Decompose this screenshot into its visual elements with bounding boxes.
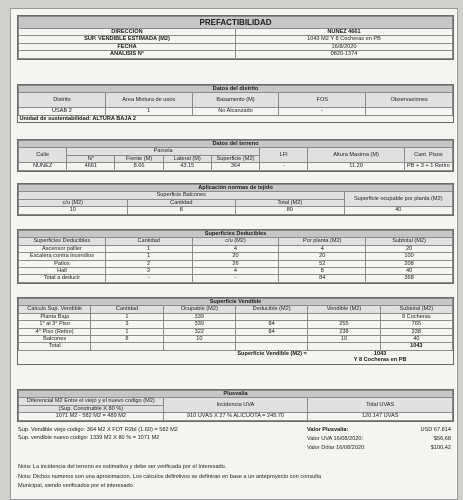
table-row: [19, 245, 453, 252]
footnote-verificacion: Municipal, siendo verificados por el interesado.: [18, 483, 135, 489]
table-cell: 8 Cocheras: [380, 313, 452, 320]
table-cell: 40: [366, 268, 453, 275]
header-block: [17, 15, 454, 60]
table-cell: [235, 313, 307, 320]
table-cell: 322: [163, 328, 235, 335]
fos-value: -: [279, 108, 366, 115]
table-cell: 255: [308, 321, 380, 328]
table-cell: 40: [380, 336, 452, 343]
balcones-header: Superficie Balcones: [19, 192, 345, 199]
vendible-header-vendible: Vendible (M2): [308, 306, 380, 313]
terreno-section-title: Datos del terreno: [19, 141, 453, 148]
balcones-total-header: Total (M2): [236, 199, 345, 206]
vendible-final-value: 1043: [373, 350, 387, 357]
vendible-final-extra: Y 8 Cocheras en PB: [353, 357, 407, 364]
table-row: [19, 336, 453, 343]
diferencial-header: Diferencial M2 Entre el viejo y el nuevo codigo (M2): [19, 398, 164, 405]
table-cell: 1: [105, 245, 192, 252]
table-cell: 20: [366, 245, 453, 252]
sup-vendible-label: SUP. VENDIBLE ESTIMADA (M2): [19, 36, 236, 43]
lfi-header: LFI: [260, 148, 308, 163]
table-cell: 3: [91, 321, 163, 328]
document-title: PREFACTIBILIDAD: [19, 17, 453, 29]
table-cell: Ascensor pallier: [19, 245, 106, 252]
total-uvas-value: 120.147 UVAS: [308, 413, 453, 420]
vendible-header-subtotal: Subtotal (M2): [380, 306, 452, 313]
deducibles-header-subtotal: Subtotal (M2): [366, 238, 453, 245]
table-cell: 238: [308, 328, 380, 335]
document-sheet: [10, 8, 458, 500]
balcones-cu-header: c/u (M2): [19, 199, 128, 206]
fecha-value: 16/8/2020: [236, 43, 453, 50]
calle-header: Calle: [19, 148, 67, 163]
table-cell: 4: [279, 245, 366, 252]
table-cell: -: [105, 275, 192, 282]
deducibles-header-planta: Por planta (M2): [279, 238, 366, 245]
table-cell: 1° al 3° Piso: [19, 321, 91, 328]
vendible-header-concepto: Calculo Sup. Vendible: [19, 306, 91, 313]
valor-uva-label: Valor UVA 16/08/2020:: [307, 436, 364, 442]
table-cell: Escalera contra incendios: [19, 253, 106, 260]
vendible-block: [17, 297, 454, 365]
table-cell: Hall: [19, 268, 106, 275]
table-cell: 339: [163, 321, 235, 328]
table-cell: 20: [279, 253, 366, 260]
table-row: [19, 343, 453, 350]
table-cell: 4: [192, 268, 279, 275]
direccion-value: NUÑEZ 4661: [236, 29, 453, 36]
area-mixtura-header: Area Mixtura de usos: [105, 93, 192, 108]
altura-header: Altura Maxima (M): [308, 148, 404, 163]
table-cell: 2: [105, 260, 192, 267]
balcones-total-value: 80: [236, 207, 345, 214]
area-mixtura-value: 1: [105, 108, 192, 115]
pisos-header: Cant. Pisos: [404, 148, 452, 163]
table-cell: 100: [366, 253, 453, 260]
table-cell: 84: [279, 275, 366, 282]
lfi-value: -: [260, 163, 308, 170]
deducibles-header-concepto: Superficies Deducibles: [19, 238, 106, 245]
vendible-header-deducible: Deducible (M2): [235, 306, 307, 313]
table-cell: Planta Baja: [19, 313, 91, 320]
table-cell: [163, 343, 235, 350]
table-cell: Patios: [19, 260, 106, 267]
table-row: [19, 253, 453, 260]
table-cell: 368: [366, 275, 453, 282]
table-cell: 52: [279, 260, 366, 267]
tejido-section-title: Aplicación normas de tejido: [19, 185, 453, 192]
balcones-cantidad-value: 8: [127, 207, 236, 214]
table-cell: 20: [192, 253, 279, 260]
nro-header: N°: [67, 155, 115, 162]
vendible-header-cantidad: Cantidad: [91, 306, 163, 313]
frente-value: 8.66: [115, 163, 163, 170]
fos-header: FOS: [279, 93, 366, 108]
table-cell: 1: [91, 328, 163, 335]
deducibles-section-title: Superficies Deducibles: [19, 231, 453, 238]
basamento-value: No Alcanzado: [192, 108, 279, 115]
table-cell: 10: [308, 336, 380, 343]
table-cell: 1: [105, 253, 192, 260]
table-cell: 26: [192, 260, 279, 267]
ocupable-value: 40: [344, 207, 453, 214]
table-cell: 238: [380, 328, 452, 335]
table-row: [19, 275, 453, 282]
table-cell: 1043: [380, 343, 452, 350]
total-uvas-header: Total UVAS: [308, 398, 453, 413]
distrito-block: [17, 84, 454, 123]
pisos-value: PB + 3 + 1 Retiro: [404, 163, 452, 170]
altura-value: 11.20: [308, 163, 404, 170]
valor-plusvalia-label: Valor Plusvalia:: [307, 427, 349, 433]
table-cell: 339: [163, 313, 235, 320]
table-cell: Total: [19, 343, 91, 350]
diferencial-subheader: (Sup. Construible X 80 %): [19, 405, 164, 412]
table-cell: 4: [192, 245, 279, 252]
incidencia-header: Incidencia UVA: [163, 398, 308, 413]
unidad-sustentabilidad: Unidad de sustentabilidad: ALTURA BAJA 2: [19, 115, 136, 122]
table-cell: [308, 343, 380, 350]
calc-note-new: Sup. vendible nuevo codigo: 1339 M2 X 80 % = 1071 M2: [18, 435, 160, 441]
table-cell: [235, 343, 307, 350]
diferencial-value: 1071 M2 - 582 M2 = 489 M2: [19, 413, 164, 420]
table-cell: [308, 313, 380, 320]
superficie-header: Superficie (M2): [211, 155, 259, 162]
plusvalia-section-title: Plusvalia: [19, 391, 453, 398]
deducibles-header-cu: c/u (M2): [192, 238, 279, 245]
vendible-final-label: Superficie Vendible (M2) =: [237, 350, 307, 357]
table-cell: Total a deducir: [19, 275, 106, 282]
valor-uva-value: $56,68: [433, 436, 451, 442]
table-cell: 765: [380, 321, 452, 328]
ocupable-header: Superficie ocupable por planta (M2): [344, 192, 453, 207]
nro-value: 4661: [67, 163, 115, 170]
basamento-header: Basamento (M): [192, 93, 279, 108]
parcela-header: Parcela: [67, 148, 260, 155]
table-cell: 8: [91, 336, 163, 343]
incidencia-value: 910 UVAS X 27 % ALICUOTA = 245.70: [163, 413, 308, 420]
observaciones-value: [366, 108, 453, 115]
table-cell: [91, 343, 163, 350]
distrito-header: Distrito: [19, 93, 106, 108]
analisis-label: ANALISIS N°: [19, 51, 236, 58]
table-cell: 1: [91, 313, 163, 320]
table-cell: 2: [105, 268, 192, 275]
vendible-section-title: Superficie Vendible: [19, 299, 453, 306]
lateral-header: Lateral (M): [163, 155, 211, 162]
calle-value: NUÑEZ: [19, 163, 67, 170]
observaciones-header: Observaciones: [366, 93, 453, 108]
table-cell: 8: [279, 268, 366, 275]
deducibles-block: [17, 229, 454, 284]
distrito-section-title: Datos del distrito: [19, 86, 453, 93]
superficie-value: 364: [211, 163, 259, 170]
calc-note-old: Sup. Vendible viejo codigo: 364 M2 X FOT R2bI (1.60) = 582 M2: [18, 427, 178, 433]
fecha-label: FECHA: [19, 43, 236, 50]
table-row: [19, 268, 453, 275]
table-cell: -: [192, 275, 279, 282]
table-cell: 4° Piso (Retiro): [19, 328, 91, 335]
table-row: [19, 328, 453, 335]
table-cell: 10: [163, 336, 235, 343]
frente-header: Frente (M): [115, 155, 163, 162]
balcones-cantidad-header: Cantidad: [127, 199, 236, 206]
table-cell: 84: [235, 328, 307, 335]
distrito-value: USAB 2: [19, 108, 106, 115]
tejido-block: [17, 183, 454, 216]
balcones-cu-value: 10: [19, 207, 128, 214]
valor-plusvalia-value: USD 67.814: [420, 427, 451, 433]
footnote-aproximacion: Nota: Dichos numeros son una aproximacion. Los calculos definitivos se definiran en base a un anteproyecto con consulta: [18, 474, 322, 480]
deducibles-header-cantidad: Cantidad: [105, 238, 192, 245]
table-cell: [235, 336, 307, 343]
sup-vendible-value: 1043 M2 Y 8 Cocheras en PB: [236, 36, 453, 43]
table-row: [19, 260, 453, 267]
direccion-label: DIRECCION: [19, 29, 236, 36]
table-cell: Balcones: [19, 336, 91, 343]
vendible-header-ocupable: Ocupable (M2): [163, 306, 235, 313]
table-row: [19, 313, 453, 320]
valor-dolar-label: Valor Dólar 16/08/2020:: [307, 445, 366, 451]
footnote-incidencia: Nota: La incidencia del terreno es estimativa y debe ser verificada por el Interesado.: [18, 464, 227, 470]
plusvalia-block: [17, 389, 454, 422]
table-cell: 84: [235, 321, 307, 328]
table-row: [19, 321, 453, 328]
analisis-value: 0820-1374: [236, 51, 453, 58]
terreno-block: [17, 139, 454, 172]
valor-dolar-value: $100,42: [430, 445, 451, 451]
lateral-value: 43.15: [163, 163, 211, 170]
table-cell: 208: [366, 260, 453, 267]
